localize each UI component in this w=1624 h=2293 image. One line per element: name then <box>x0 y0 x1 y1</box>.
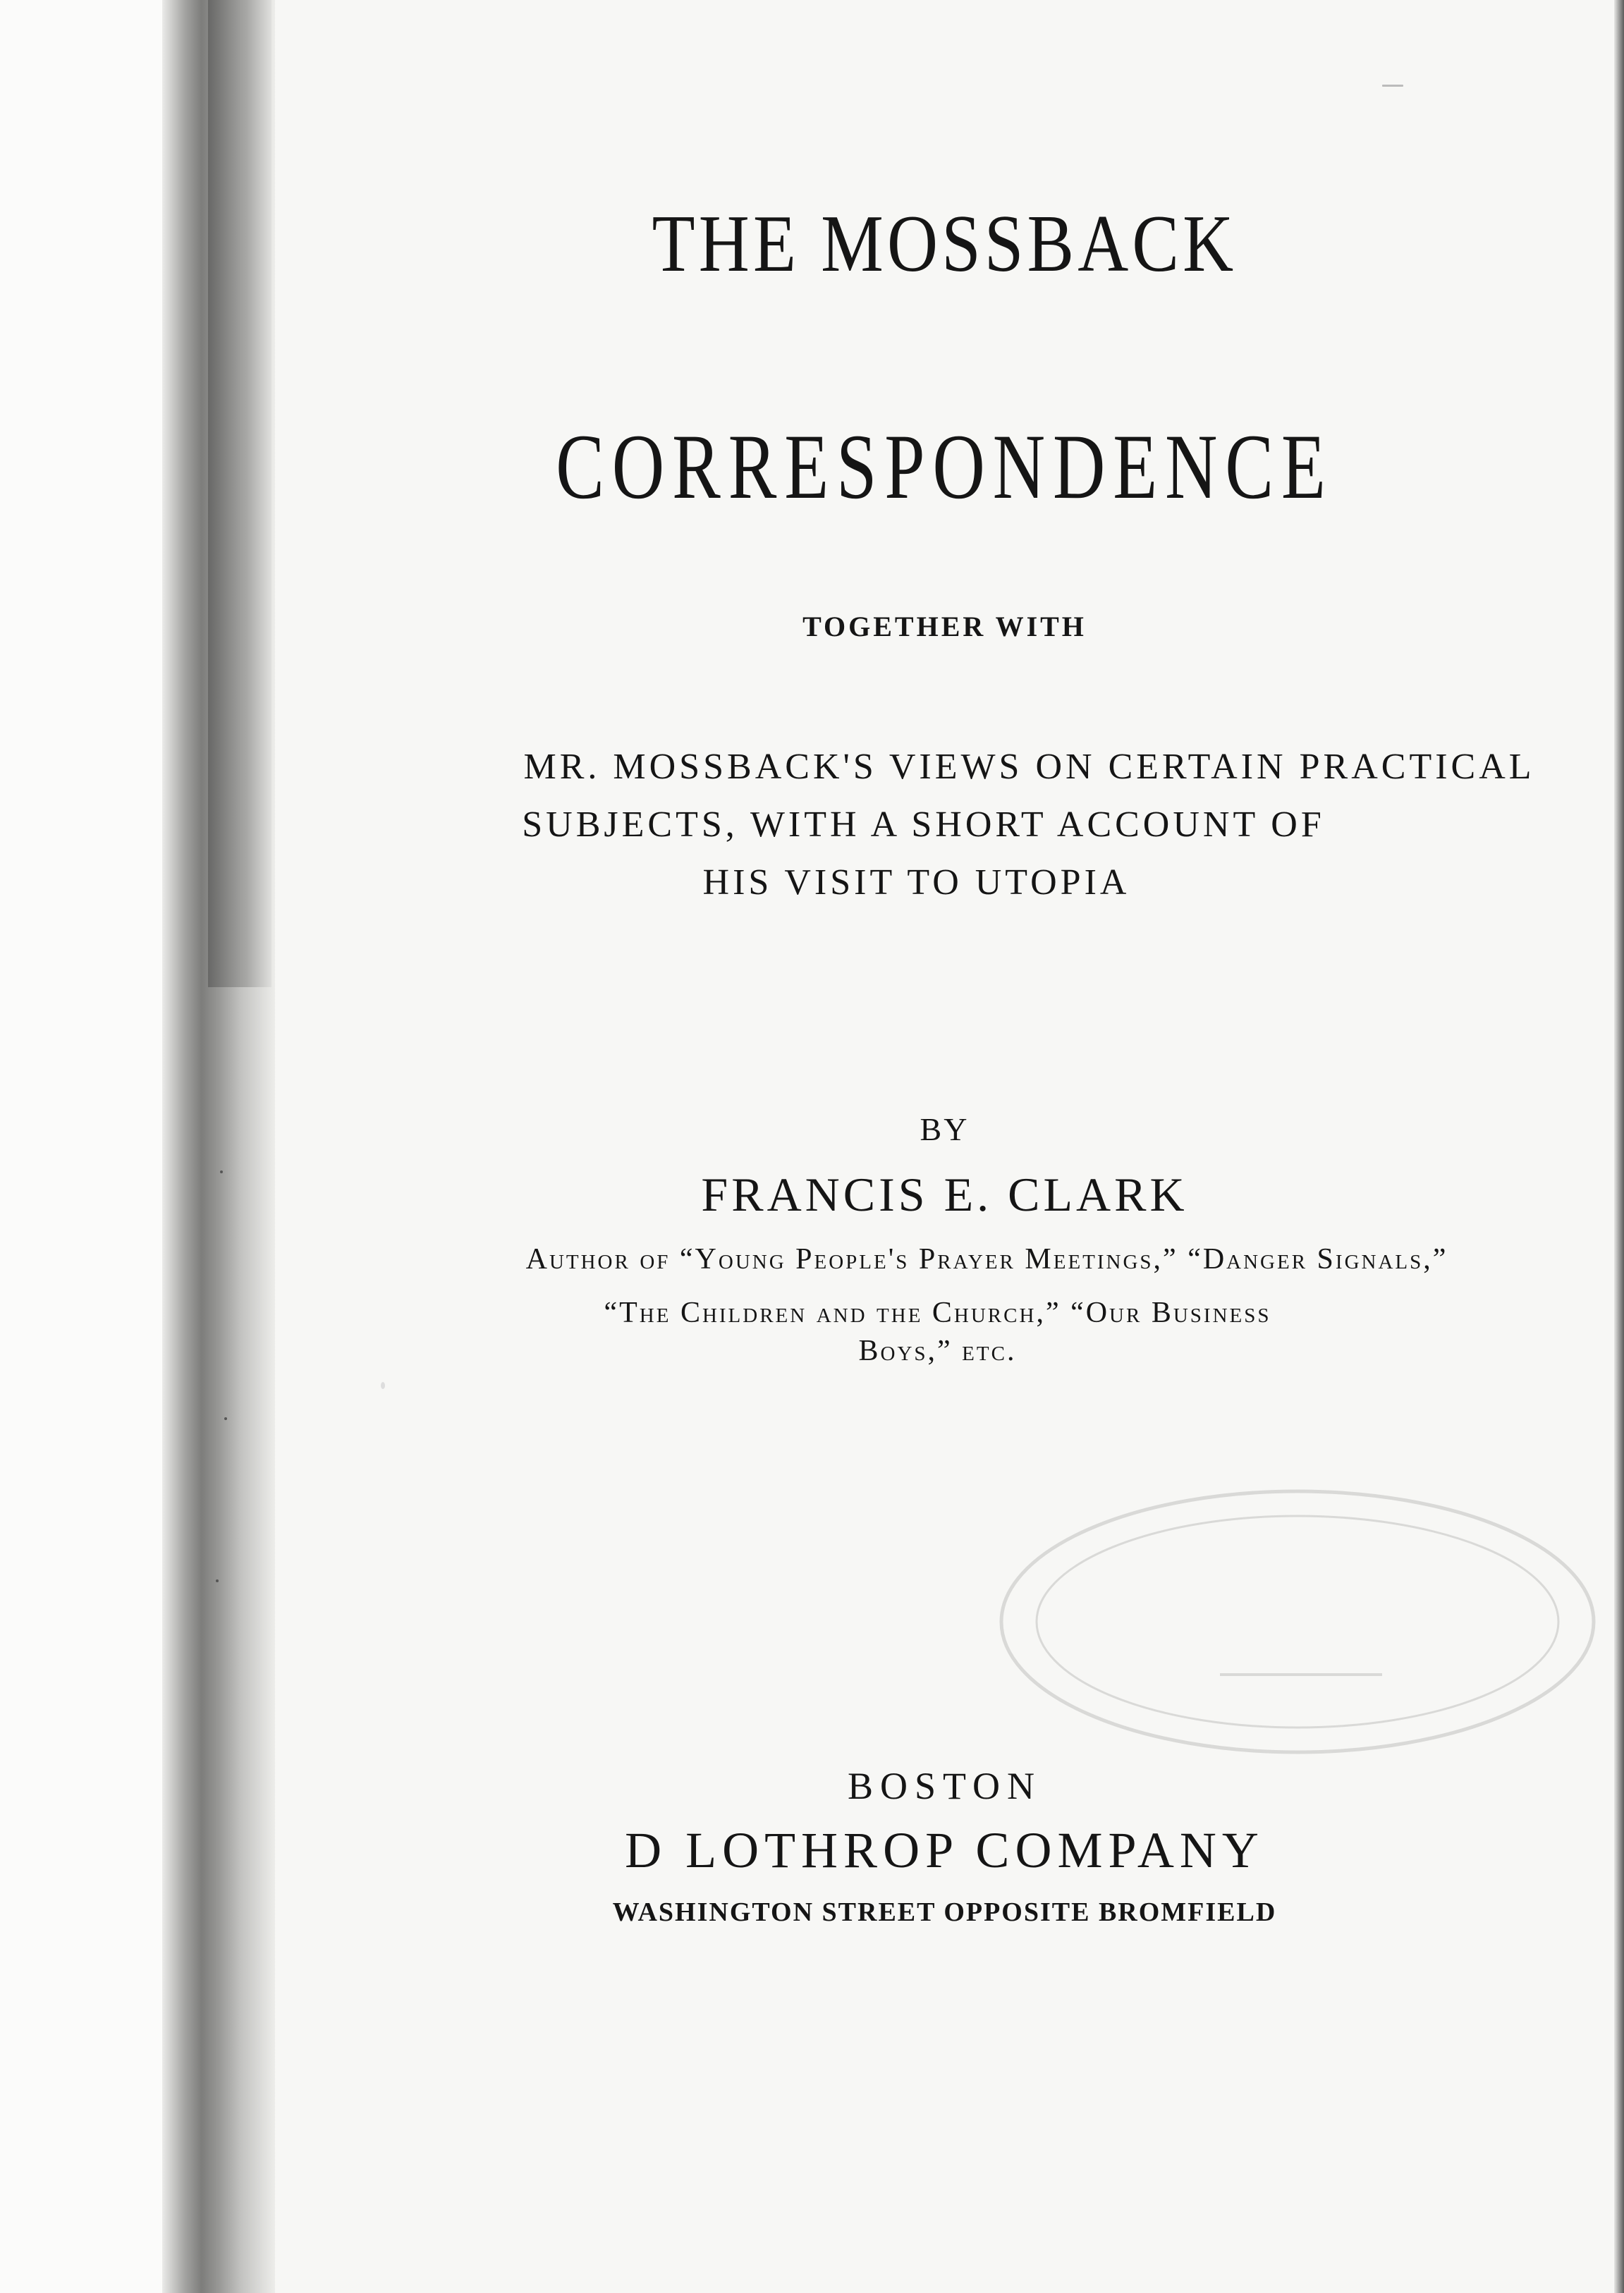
publisher-city: BOSTON <box>847 1765 1042 1807</box>
title-line-1: THE MOSSBACK <box>652 199 1238 289</box>
title-page <box>275 0 1614 2293</box>
by-label: BY <box>920 1111 970 1147</box>
page-right-edge-shadow <box>1614 0 1624 2293</box>
subtitle-line-3: HIS VISIT TO UTOPIA <box>702 862 1130 903</box>
author-works-line-2: “The Children and the Church,” “Our Business <box>604 1297 1271 1329</box>
author-name: FRANCIS E. CLARK <box>701 1168 1188 1221</box>
publisher-name: D LOTHROP COMPANY <box>625 1822 1264 1878</box>
faded-library-stamp <box>987 1481 1608 1763</box>
publisher-address: WASHINGTON STREET OPPOSITE BROMFIELD <box>612 1897 1277 1927</box>
author-works-line-1: Author of “Young People's Prayer Meetings,” “Danger Signals,” <box>525 1243 1448 1276</box>
author-works-line-3: Boys,” etc. <box>858 1335 1017 1367</box>
title-line-2: CORRESPONDENCE <box>556 415 1333 518</box>
together-with-label: TOGETHER WITH <box>802 611 1087 642</box>
subtitle-line-2: SUBJECTS, WITH A SHORT ACCOUNT OF <box>522 805 1325 845</box>
subtitle-line-1: MR. MOSSBACK'S VIEWS ON CERTAIN PRACTICAL <box>523 747 1535 787</box>
